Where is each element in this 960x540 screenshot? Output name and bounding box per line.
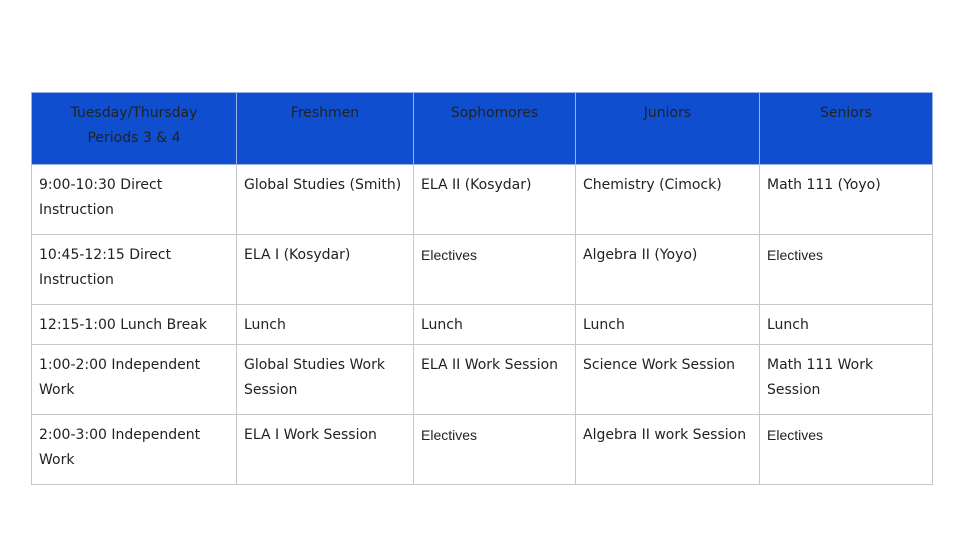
header-period-line1: Tuesday/Thursday bbox=[70, 105, 198, 121]
table-row bbox=[32, 165, 933, 235]
sophomores-cell: ELA II Work Session bbox=[414, 345, 576, 415]
time-cell: 12:15-1:00 Lunch Break bbox=[32, 305, 237, 345]
header-juniors: Juniors bbox=[576, 93, 760, 165]
header-row bbox=[32, 93, 933, 165]
freshmen-cell: ELA I Work Session bbox=[237, 415, 414, 485]
sophomores-cell: Electives bbox=[414, 235, 576, 305]
header-seniors: Seniors bbox=[760, 93, 933, 165]
table-row bbox=[32, 415, 933, 485]
table-row bbox=[32, 305, 933, 345]
schedule-table bbox=[31, 92, 933, 485]
table-row bbox=[32, 235, 933, 305]
juniors-cell: Algebra II work Session bbox=[576, 415, 760, 485]
header-period bbox=[32, 93, 237, 165]
juniors-cell: Algebra II (Yoyo) bbox=[576, 235, 760, 305]
header-sophomores: Sophomores bbox=[414, 93, 576, 165]
freshmen-cell: ELA I (Kosydar) bbox=[237, 235, 414, 305]
juniors-cell: Science Work Session bbox=[576, 345, 760, 415]
seniors-cell: Math 111 (Yoyo) bbox=[760, 165, 933, 235]
header-period-line2: Periods 3 & 4 bbox=[87, 130, 181, 146]
juniors-cell: Chemistry (Cimock) bbox=[576, 165, 760, 235]
seniors-cell: Electives bbox=[760, 235, 933, 305]
seniors-cell: Math 111 Work Session bbox=[760, 345, 933, 415]
time-cell: 10:45-12:15 Direct Instruction bbox=[32, 235, 237, 305]
seniors-cell: Electives bbox=[760, 415, 933, 485]
seniors-cell: Lunch bbox=[760, 305, 933, 345]
juniors-cell: Lunch bbox=[576, 305, 760, 345]
freshmen-cell: Lunch bbox=[237, 305, 414, 345]
time-cell: 9:00-10:30 Direct Instruction bbox=[32, 165, 237, 235]
header-freshmen: Freshmen bbox=[237, 93, 414, 165]
sophomores-cell: ELA II (Kosydar) bbox=[414, 165, 576, 235]
freshmen-cell: Global Studies (Smith) bbox=[237, 165, 414, 235]
table-row bbox=[32, 345, 933, 415]
time-cell: 1:00-2:00 Independent Work bbox=[32, 345, 237, 415]
time-cell: 2:00-3:00 Independent Work bbox=[32, 415, 237, 485]
sophomores-cell: Electives bbox=[414, 415, 576, 485]
sophomores-cell: Lunch bbox=[414, 305, 576, 345]
freshmen-cell: Global Studies Work Session bbox=[237, 345, 414, 415]
